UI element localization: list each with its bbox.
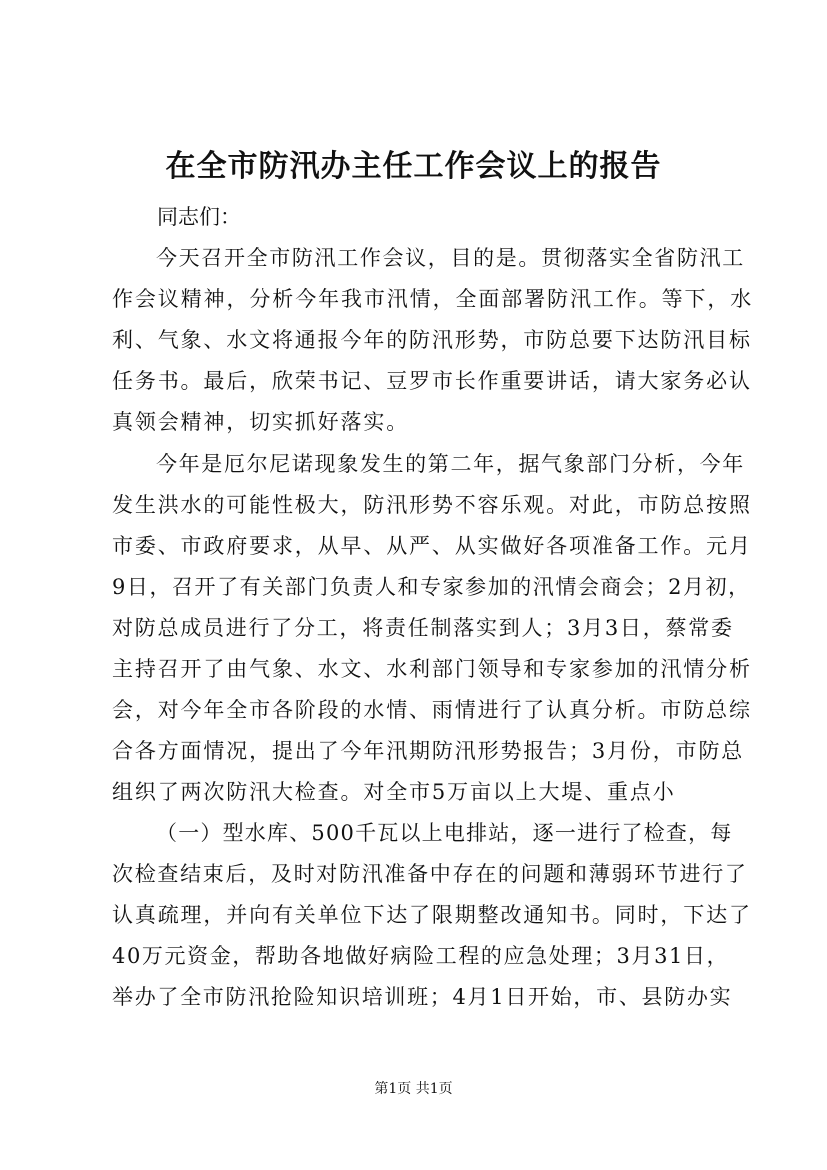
text-line: 市委、市政府要求，从早、从严、从实做好各项准备工作。元月 [112,534,752,558]
text-line: 任务书。最后，欣荣书记、豆罗市长作重要讲话，请大家务必认 [112,369,752,393]
text-line: 组织了两次防汛大检查。对全市5万亩以上大堤、重点小 [112,780,676,804]
text-line: 利、气象、水文将通报今年的防汛形势，市防总要下达防汛目标 [112,328,752,352]
text-line: 合各方面情况，提出了今年汛期防汛形势报告；3月份，市防总 [112,739,745,763]
text-line: （一）型水库、500千瓦以上电排站，逐一进行了检查，每 [156,821,733,845]
text-line: 发生洪水的可能性极大，防汛形势不容乐观。对此，市防总按照 [112,493,752,517]
page-footer: 第1页 共1页 [374,1081,453,1097]
text-line: 主持召开了由气象、水文、水利部门领导和专家参加的汛情分析 [112,657,752,681]
text-line: 对防总成员进行了分工，将责任制落实到人；3月3日，蔡常委 [112,616,734,640]
text-line: 次检查结束后，及时对防汛准备中存在的问题和薄弱环节进行了 [112,862,748,886]
text-line: 40万元资金，帮助各地做好病险工程的应急处理；3月31日， [112,944,730,968]
text-line: 真领会精神，切实抓好落实。 [112,410,410,434]
text-line: 今天召开全市防汛工作会议，目的是。贯彻落实全省防汛工 [156,246,745,270]
text-line: 9日，召开了有关部门负责人和专家参加的汛情会商会；2月初， [112,575,751,599]
text-line: 认真疏理，并向有关单位下达了限期整改通知书。同时，下达了 [112,903,752,927]
text-line: 举办了全市防汛抢险知识培训班；4月1日开始，市、县防办实 [112,985,733,1009]
text-line: 作会议精神，分析今年我市汛情，全面部署防汛工作。等下，水 [112,287,754,311]
text-line: 今年是厄尔尼诺现象发生的第二年，据气象部门分析，今年 [156,452,745,476]
document-title: 在全市防汛办主任工作会议上的报告 [165,149,662,184]
text-line: 同志们： [157,205,241,229]
text-line: 会，对今年全市各阶段的水情、雨情进行了认真分析。市防总综 [112,698,752,722]
